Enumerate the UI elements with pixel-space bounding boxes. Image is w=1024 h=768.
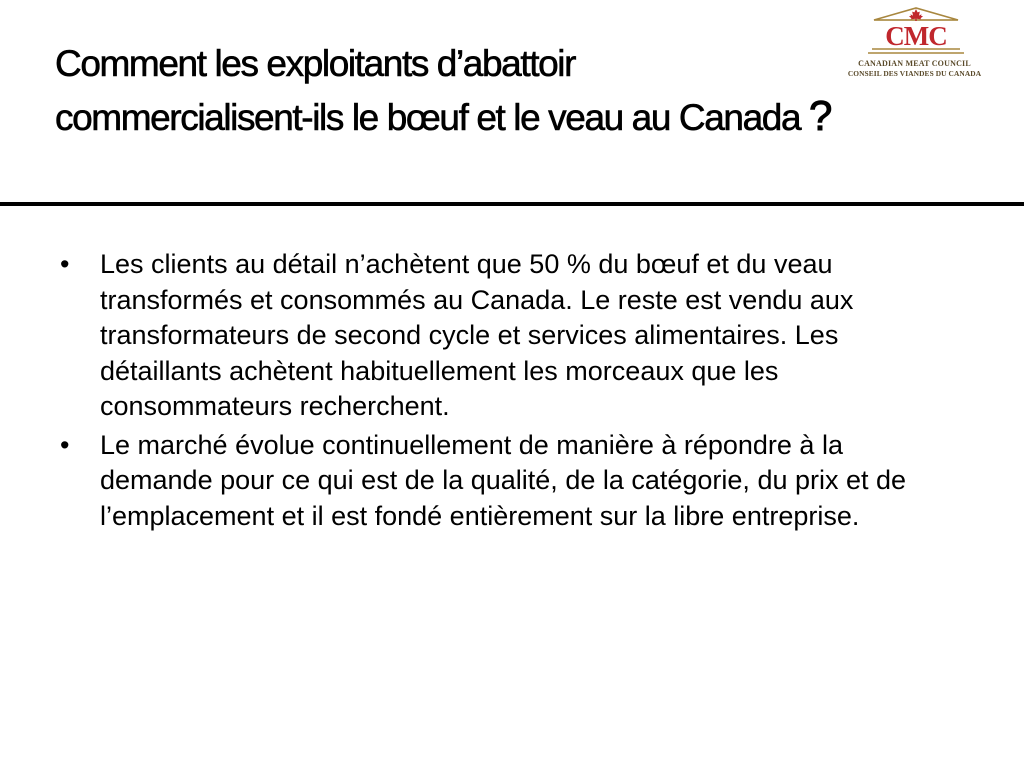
logo-text-french: CONSEIL DES VIANDES DU CANADA	[847, 69, 982, 78]
bullet-item	[60, 428, 960, 535]
bullet-text: Les clients au détail n’achètent que 50 % du bœuf et du veau transformés et consommés au Canada. Le reste est vendu aux transformateurs de second cycle et services alimentaires. Les détaillants achètent habituellement les morceaux que les consommateurs recherchent.	[100, 249, 854, 421]
slide-title	[55, 38, 835, 144]
logo-text-english: CANADIAN MEAT COUNCIL	[858, 59, 971, 68]
cmc-logo	[832, 6, 997, 78]
logo-mark-text: CMC	[885, 21, 947, 51]
maple-leaf-icon	[909, 9, 923, 21]
bullet-glyph: •	[60, 429, 70, 460]
cmc-logo-mark	[866, 6, 966, 58]
bullet-text: Le marché évolue continuellement de manière à répondre à la demande pour ce qui est de la qualité, de la catégorie, du prix et de l’emplacement et il est fondé entièrement sur la libre entreprise.	[100, 429, 907, 531]
slide-title-text: Comment les exploitants d’abattoir commercialisent-ils le bœuf et le veau au Canada	[55, 43, 801, 138]
slide-title-question-mark: ?	[809, 92, 831, 139]
bullet-glyph: •	[60, 249, 70, 279]
bullet-list	[60, 247, 960, 537]
bullet-item	[60, 247, 960, 425]
title-divider	[0, 202, 1024, 206]
